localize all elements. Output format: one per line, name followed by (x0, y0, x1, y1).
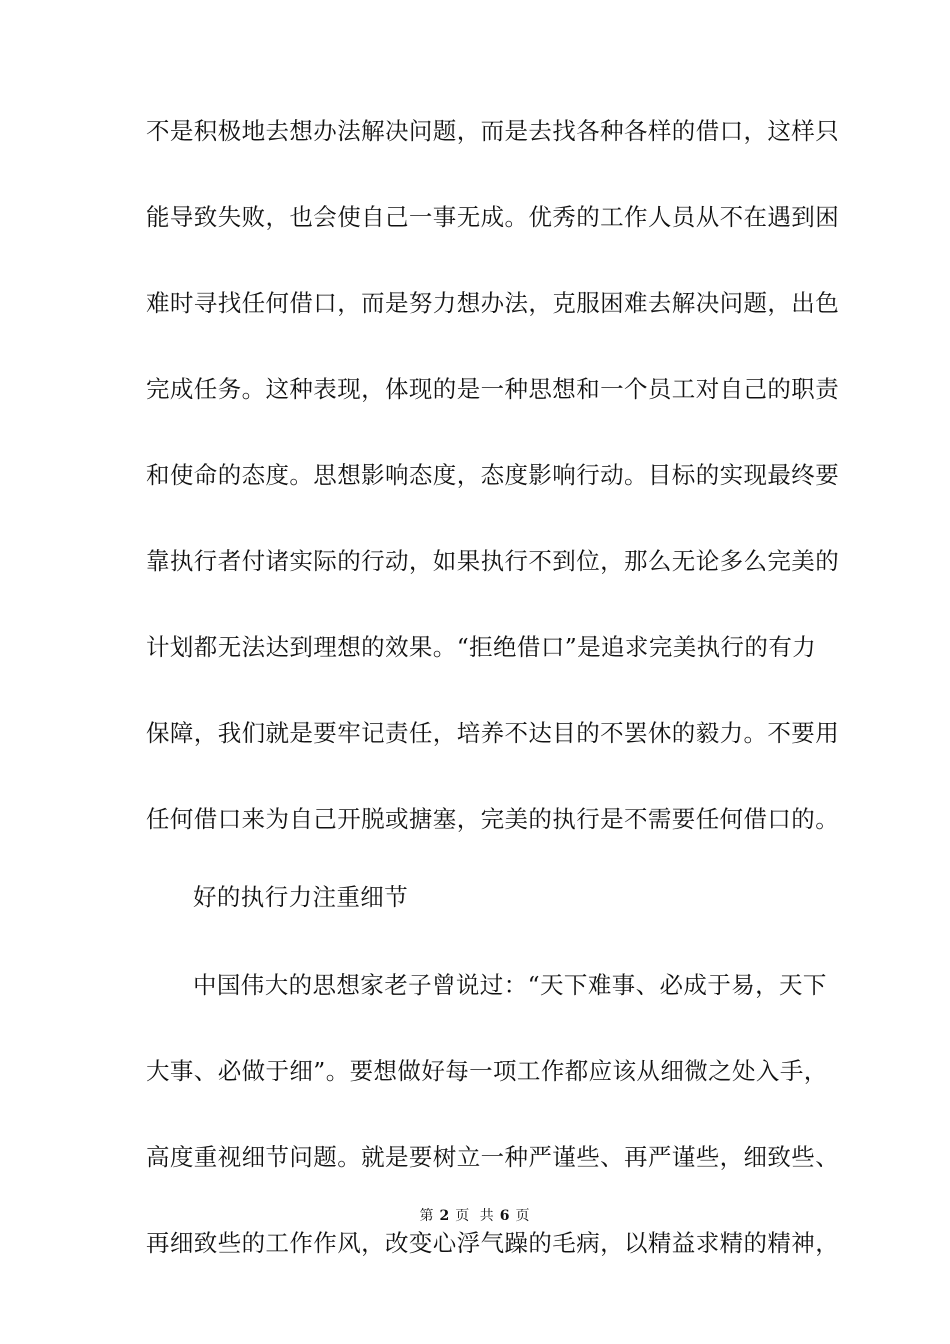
body-line: 保障，我们就是要牢记责任，培养不达目的不罢休的毅力。不要用 (146, 719, 840, 747)
body-line: 和使命的态度。思想影响态度，态度影响行动。目标的实现最终要 (146, 461, 840, 489)
body-line: 靠执行者付诸实际的行动，如果执行不到位，那么无论多么完美的 (146, 547, 840, 575)
body-line: 不是积极地去想办法解决问题，而是去找各种各样的借口，这样只 (146, 117, 840, 145)
body-line: 大事、必做于细”。要想做好每一项工作都应该从细微之处入手， (146, 1057, 828, 1085)
body-line: 中国伟大的思想家老子曾说过：“天下难事、必成于易，天下 (193, 971, 827, 999)
footer-suffix: 页 (515, 1208, 531, 1224)
section-heading: 好的执行力注重细节 (193, 883, 409, 911)
page-footer (0, 1207, 950, 1225)
total-pages-number: 6 (499, 1208, 511, 1224)
body-line: 难时寻找任何借口，而是努力想办法，克服困难去解决问题，出色 (146, 289, 840, 317)
current-page-number: 2 (439, 1208, 451, 1224)
footer-total-word: 共 (479, 1208, 495, 1224)
body-line: 计划都无法达到理想的效果。“拒绝借口”是追求完美执行的有力 (146, 633, 817, 661)
body-line: 完成任务。这种表现，体现的是一种思想和一个员工对自己的职责 (146, 375, 840, 403)
footer-page-word: 页 (455, 1208, 471, 1224)
body-line: 高度重视细节问题。就是要树立一种严谨些、再严谨些，细致些、 (146, 1143, 840, 1171)
body-line: 再细致些的工作作风，改变心浮气躁的毛病，以精益求精的精神， (146, 1229, 840, 1257)
body-line: 任何借口来为自己开脱或搪塞，完美的执行是不需要任何借口的。 (146, 805, 840, 833)
body-line: 能导致失败，也会使自己一事无成。优秀的工作人员从不在遇到困 (146, 203, 840, 231)
footer-prefix: 第 (419, 1208, 435, 1224)
